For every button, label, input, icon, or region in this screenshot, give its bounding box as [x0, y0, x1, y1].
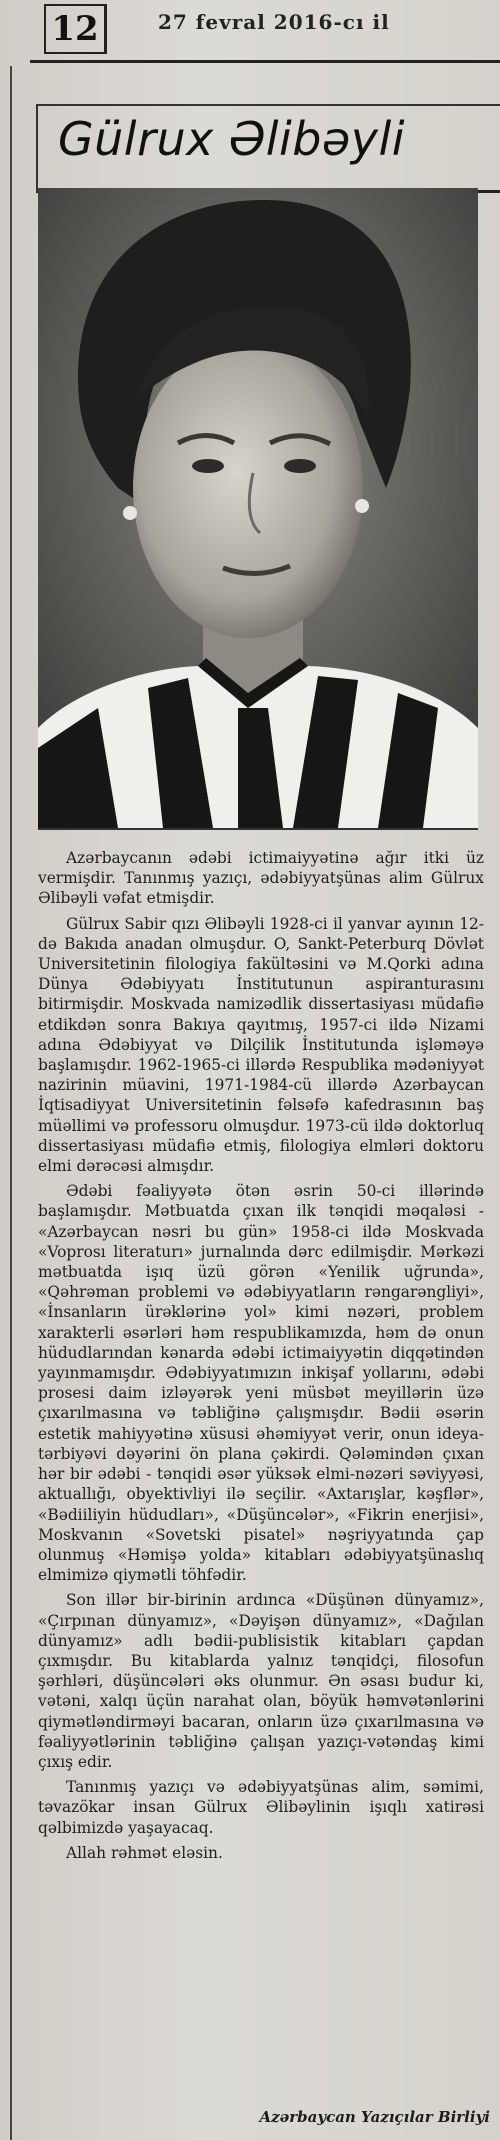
- paragraph: Tanınmış yazıçı və ədəbiyyatşünas alim, səmimi, təvazökar insan Gülrux Əlibəylinin işıqlı xatirəsi qəlbimizdə yaşayacaq.: [38, 1778, 484, 1837]
- paragraph: Allah rəhmət eləsin.: [66, 1843, 223, 1862]
- signature: Azərbaycan Yazıçılar Birliyi: [259, 2108, 490, 2126]
- obituary-title: Gülrux Əlibəyli: [58, 112, 406, 166]
- paragraph: Gülrux Sabir qızı Əlibəyli 1928-ci il yanvar ayının 12-də Bakıda anadan olmuşdur. O, Sankt-Peterburq Dövlət Universitetinin filologiya fakültəsini və M.Qorki adına Dünya Ədəbiyyatı İnstitutunun aspiranturasını bitirmişdir. Moskvada namizədlik dissertasiyası müdafiə etdikdən sonra Bakıya qayıtmış, 1957-ci ildə Nizami adına Ədəbiyyat və Dilçilik İnstitutunda işləməyə başlamışdır. 1962-1965-ci illərdə Respublika mədəniyyət nazirinin müavini, 1971-1984-cü illərdə Azərbaycan İqtisadiyyat Universitetinin fəlsəfə kafedrasının baş müəllimi və professoru olmuşdur. 1973-cü ildə doktorluq dissertasiyası müdafiə etmiş, filologiya elmləri doktoru elmi dərəcəsi almışdır.: [38, 914, 484, 1176]
- paragraph: Azərbaycanın ədəbi ictimaiyyətinə ağır itki üz vermişdir. Tanınmış yazıçı, ədəbiyyatşünas alim Gülrux Əlibəyli vəfat etmişdir.: [38, 849, 484, 908]
- obituary-body: [38, 848, 484, 1868]
- title-box: [36, 104, 500, 193]
- photo-rule: [38, 828, 478, 830]
- portrait-image: [38, 188, 478, 828]
- portrait-photo: [38, 188, 478, 828]
- paragraph: Ədəbi fəaliyyətə ötən əsrin 50-ci illərində başlamışdır. Mətbuatda çıxan ilk tənqidi məqaləsi - «Azərbaycan nəsri bu gün» 1958-ci ildə Moskvada «Voprosı literaturı» jurnalında dərc edilmişdir. Mərkəzi mətbuatda işıq üzü görən «Yenilik uğrunda», «Qəhrəman problemi və ədəbiyyatların rəngarəngliyi», «İnsanların ürəklərinə yol» kimi nəzəri, problem xarakterli əsərləri həm respublikamızda, həm də onun hüdudlarından kənarda ədəbi ictimaiyyətin diqqətindən yayınmamışdır. Ədəbiyyatımızın inkişaf yollarını, ədəbi prosesi daim izləyərək yeni müsbət meyillərin üzə çıxarılmasına və təbliğinə çalışmışdır. Bədii əsərin estetik mahiyyətinə xüsusi əhəmiyyət verir, onun ideya-tərbiyəvi dəyərini ön plana çəkirdi. Qələmindən çıxan hər bir ədəbi - tənqidi əsər yüksək elmi-nəzəri səviyyəsi, aktuallığı, obyektivliyi ilə seçilir. «Axtarışlar, kəşflər», «Bədiiliyin hüdudları», «Düşüncələr», «Fikrin enerjisi», Moskvanın «Sovetski pisatel» nəşriyyatında çap olunmuş «Həmişə yolda» kitabları ədəbiyyatşünaslıq elmimizə qiymətli töhfədir.: [38, 1182, 484, 1585]
- page-number: 12: [44, 4, 107, 54]
- page-header: [30, 4, 500, 54]
- paragraph: Son illər bir-birinin ardınca «Düşünən dünyamız», «Çırpınan dünyamız», «Dəyişən dünyamız», «Dağılan dünyamız» adlı bədii-publisistik kitabları çapdan çıxmışdır. Bu kitablarda yalnız tənqidçi, filosofun şərhləri, düşüncələri əks olunmur. Ən əsası budur ki, vətəni, xalqı üçün narahat olan, böyük həmvətənlərini qiymətləndirməyi bacaran, onların üzə çıxarılmasına və fəaliyyətlərinin təbliğinə çalışan yazıçı-vətəndaş kimi çıxış edir.: [38, 1591, 484, 1771]
- header-rule: [30, 60, 500, 63]
- column-border: [10, 66, 20, 2140]
- issue-date: 27 fevral 2016-cı il: [158, 10, 390, 34]
